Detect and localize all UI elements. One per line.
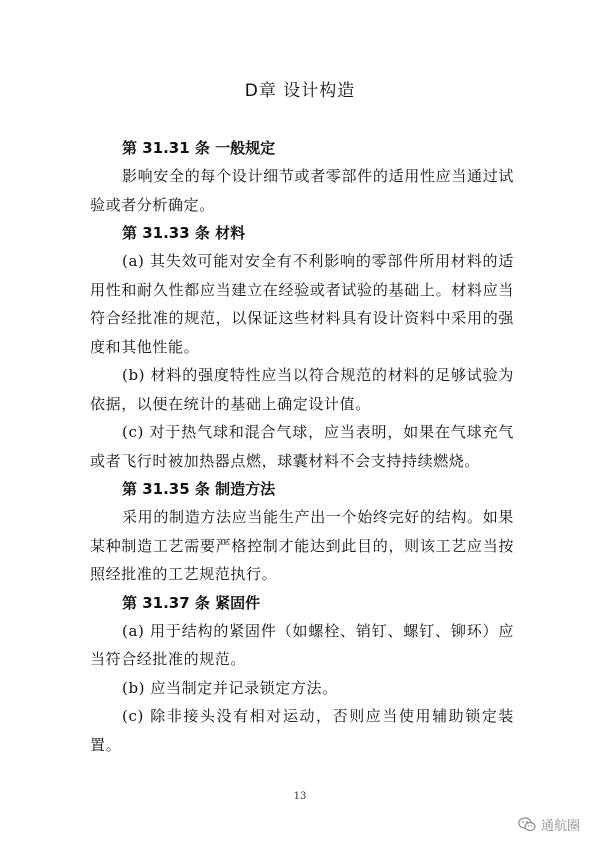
watermark [518, 815, 580, 834]
paragraph-31-31: 影响安全的每个设计细节或者零部件的适用性应当通过试验或者分析确定。 [90, 167, 514, 214]
paragraph-31-37-a: (a) 用于结构的紧固件（如螺栓、销钉、螺钉、铆环）应当符合经批准的规范。 [90, 621, 514, 668]
page-number: 13 [293, 791, 307, 802]
section-heading-31-35: 第 31.35 条 制造方法 [122, 480, 276, 498]
paragraph-31-33-b: (b) 材料的强度特性应当以符合规范的材料的足够试验为依据，以便在统计的基础上确定设计值。 [90, 366, 514, 413]
paragraph-31-33-c: (c) 对于热气球和混合气球，应当表明，如果在气球充气或者飞行时被加热器点燃，球囊材料不会支持持续燃烧。 [90, 423, 514, 470]
document-body [90, 134, 514, 759]
watermark-text: 通航圈 [540, 819, 580, 834]
paragraph-31-37-c: (c) 除非接头没有相对运动，否则应当使用辅助锁定装置。 [90, 707, 514, 754]
chapter-title: D章 设计构造 [244, 81, 356, 101]
section-heading-31-37: 第 31.37 条 紧固件 [122, 593, 261, 612]
paragraph-31-37-b: (b) 应当制定并记录锁定方法。 [122, 678, 338, 697]
wechat-icon [518, 817, 536, 832]
section-heading-31-33: 第 31.33 条 材料 [122, 224, 246, 242]
section-heading-31-31: 第 31.31 条 一般规定 [122, 139, 276, 157]
paragraph-31-33-a: (a) 其失效可能对安全有不利影响的零部件所用材料的适用性和耐久性都应当建立在经验或者试验的基础上。材料应当符合经批准的规范，以保证这些材料具有设计资料中采用的强度和其他性能。 [90, 252, 514, 356]
paragraph-31-35: 采用的制造方法应当能生产出一个始终完好的结构。如果某种制造工艺需要严格控制才能达到此目的，则该工艺应当按照经批准的工艺规范执行。 [90, 508, 514, 583]
